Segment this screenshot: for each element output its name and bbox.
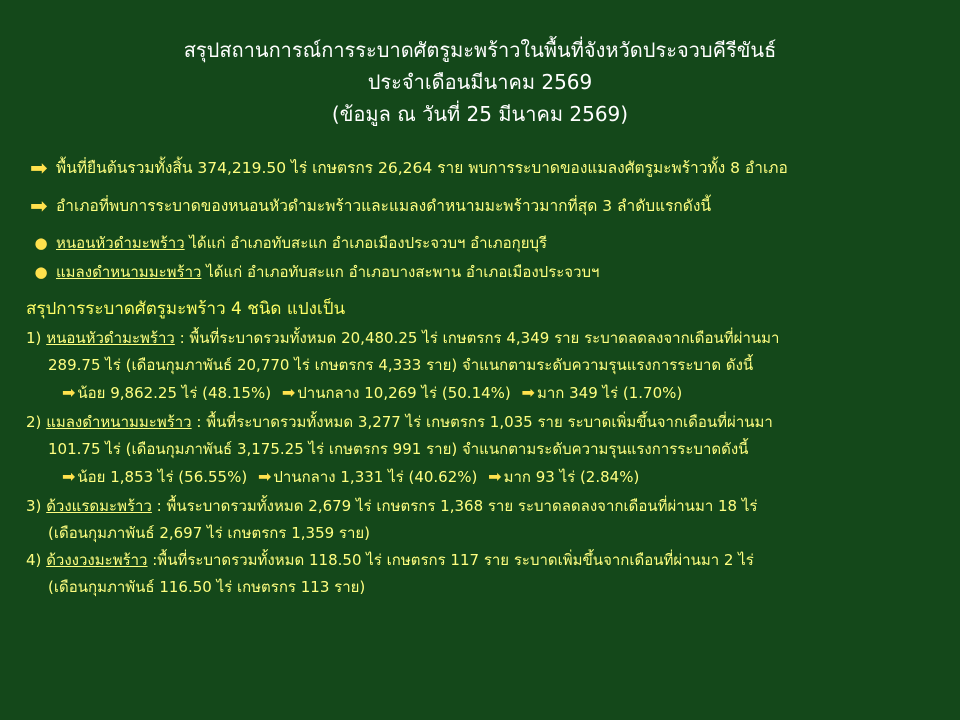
item-pest-name: ด้วงแรดมะพร้าว <box>46 497 152 515</box>
title-line-1: สรุปสถานการณ์การระบาดศัตรูมะพร้าวในพื้นที่จังหวัดประจวบคีรีขันธ์ <box>183 38 777 62</box>
page-title <box>26 34 934 130</box>
severity-level-text: น้อย 9,862.25 ไร่ (48.15%) <box>77 384 272 402</box>
title-line-3: (ข้อมูล ณ วันที่ 25 มีนาคม 2569) <box>331 102 629 126</box>
list-item-text <box>56 232 934 255</box>
top-district-list <box>26 232 934 284</box>
pest-item-3 <box>26 494 934 519</box>
item-pest-name: ด้วงงวงมะพร้าว <box>46 551 148 569</box>
list-item <box>26 261 934 284</box>
title-line-2: ประจำเดือนมีนาคม 2569 <box>367 70 593 94</box>
summary-bullet-2-text: อำเภอที่พบการระบาดของหนอนหัวดำมะพร้าวและแมลงดำหนามมะพร้าวมากที่สุด 3 ลำดับแรกดังนี้ <box>56 197 712 215</box>
severity-level-text: ปานกลาง 1,331 ไร่ (40.62%) <box>273 468 478 486</box>
pest-item-1 <box>26 326 934 351</box>
arrow-right-icon: ➡ <box>258 467 272 486</box>
item-number: 1) <box>26 329 42 347</box>
severity-level <box>522 380 683 406</box>
pest-item-2 <box>26 410 934 435</box>
severity-level <box>62 464 247 490</box>
severity-level-text: มาก 349 ไร่ (1.70%) <box>536 384 683 402</box>
severity-level <box>258 464 477 490</box>
list-item-rest: ได้แก่ อำเภอทับสะแก อำเภอเมืองประจวบฯ อำเภอกุยบุรี <box>184 234 548 252</box>
pest-name: หนอนหัวดำมะพร้าว <box>56 234 185 252</box>
severity-level-text: น้อย 1,853 ไร่ (56.55%) <box>77 468 248 486</box>
item-lead-text: :พื้นที่ระบาดรวมทั้งหมด 118.50 ไร่ เกษตรกร 117 ราย ระบาดเพิ่มขึ้นจากเดือนที่ผ่านมา 2 ไร่ <box>147 551 754 569</box>
item-lead-text: : พื้นที่ระบาดรวมทั้งหมด 3,277 ไร่ เกษตรกร 1,035 ราย ระบาดเพิ่มขึ้นจากเดือนที่ผ่านมา <box>191 413 773 431</box>
item-number: 4) <box>26 551 42 569</box>
summary-bullet-2 <box>26 194 934 218</box>
item-lead-text: : พื้นที่ระบาดรวมทั้งหมด 20,480.25 ไร่ เกษตรกร 4,349 ราย ระบาดลดลงจากเดือนที่ผ่านมา <box>174 329 780 347</box>
severity-level <box>282 380 511 406</box>
severity-level <box>488 464 639 490</box>
severity-level-text: มาก 93 ไร่ (2.84%) <box>503 468 640 486</box>
arrow-right-icon: ➡ <box>62 383 76 402</box>
arrow-right-icon: ➡ <box>521 383 535 402</box>
pest-item-3-continued: (เดือนกุมภาพันธ์ 2,697 ไร่ เกษตรกร 1,359 ราย) <box>48 524 371 542</box>
summary-bullet-1-text: พื้นที่ยืนต้นรวมทั้งสิ้น 374,219.50 ไร่ เกษตรกร 26,264 ราย พบการระบาดของแมลงศัตรูมะพร้าวทั้ง 8 อำเภอ <box>56 159 788 177</box>
arrow-right-icon: ➡ <box>281 383 296 402</box>
item-number: 2) <box>26 413 42 431</box>
item-number: 3) <box>26 497 42 515</box>
pest-name: แมลงดำหนามมะพร้าว <box>56 263 202 281</box>
section-heading: สรุปการระบาดศัตรูมะพร้าว 4 ชนิด แปงเป็น <box>26 299 346 319</box>
item-pest-name: แมลงดำหนามมะพร้าว <box>46 413 192 431</box>
pest-item-1-levels <box>62 380 934 406</box>
summary-bullet-1 <box>26 156 934 180</box>
content-body <box>26 156 934 600</box>
arrow-right-icon: ➡ <box>488 467 502 486</box>
arrow-right-icon: ➡ <box>30 194 48 218</box>
item-pest-name: หนอนหัวดำมะพร้าว <box>46 329 175 347</box>
list-item-text <box>56 261 934 284</box>
arrow-right-icon: ➡ <box>30 156 48 180</box>
severity-level-text: ปานกลาง 10,269 ไร่ (50.14%) <box>297 384 511 402</box>
pest-item-2-levels <box>62 464 934 490</box>
pest-item-2-continued: 101.75 ไร่ (เดือนกุมภาพันธ์ 3,175.25 ไร่ เกษตรกร 991 ราย) จำแนกตามระดับความรุนแรงการระบาดดังนี้ <box>48 440 749 458</box>
severity-level <box>62 380 271 406</box>
pest-item-4-continued: (เดือนกุมภาพันธ์ 116.50 ไร่ เกษตรกร 113 ราย) <box>48 578 366 596</box>
arrow-right-icon: ➡ <box>62 467 76 486</box>
pest-item-1-continued: 289.75 ไร่ (เดือนกุมภาพันธ์ 20,770 ไร่ เกษตรกร 4,333 ราย) จำแนกตามระดับความรุนแรงการระบาด ดังนี้ <box>48 356 754 374</box>
bullet-dot-icon: ● <box>34 263 48 281</box>
bullet-dot-icon: ● <box>34 234 48 252</box>
list-item <box>26 232 934 255</box>
item-lead-text: : พื้นระบาดรวมทั้งหมด 2,679 ไร่ เกษตรกร 1,368 ราย ระบาดลดลงจากเดือนที่ผ่านมา 18 ไร่ <box>151 497 758 515</box>
pest-item-4 <box>26 548 934 573</box>
list-item-rest: ได้แก่ อำเภอทับสะแก อำเภอบางสะพาน อำเภอเมืองประจวบฯ <box>201 263 600 281</box>
